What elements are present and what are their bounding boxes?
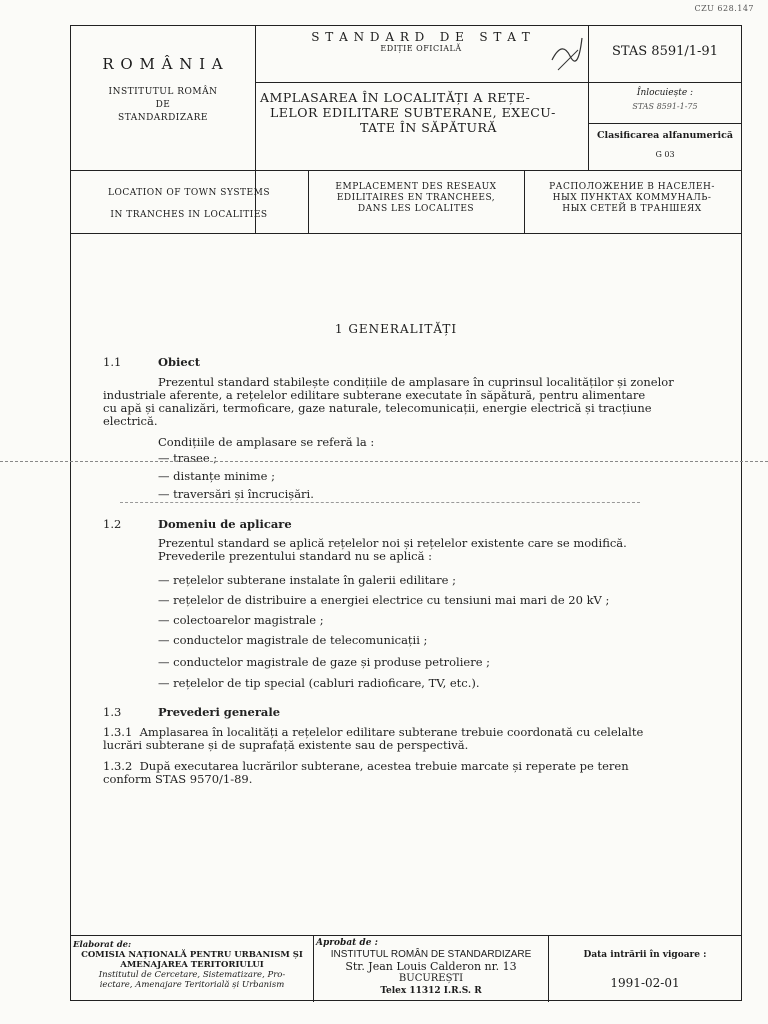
fold-line bbox=[0, 461, 768, 462]
document-code: CZU 628.147 bbox=[694, 4, 754, 13]
list-item: — distanțe minime ; bbox=[158, 469, 275, 483]
english-title: LOCATION OF TOWN SYSTEMS IN TRANCHES IN LOCALITIES bbox=[108, 188, 270, 220]
french-title: EMPLACEMENT DES RESEAUX EDILITAIRES EN TRANCHEES, DANS LES LOCALITES bbox=[335, 182, 497, 214]
conditions-intro: Condițiile de amplasare se referă la : bbox=[158, 435, 375, 449]
list-item: — rețelelor subterane instalate în galerii edilitare ; bbox=[158, 573, 456, 587]
list-item: — traversări și încrucișări. bbox=[158, 487, 314, 501]
russian-title: РАСПОЛОЖЕНИЕ В НАСЕЛЕН- НЫХ ПУНКТАХ КОММУНАЛЬ- НЫХ СЕТЕЙ В ТРАНШЕЯХ bbox=[549, 182, 715, 214]
section-1-2-heading: Domeniu de aplicare bbox=[158, 517, 292, 531]
institute-name: INSTITUTUL ROMÂN DE STANDARDIZARE bbox=[108, 87, 218, 123]
paragraph-1-3-2: 1.3.2 După executarea lucrărilor subterane, acestea trebuie marcate și reperate pe teren conform STAS 9570/1-89. bbox=[103, 759, 629, 786]
section-title: 1 GENERALITĂȚI bbox=[334, 322, 458, 336]
section-1-1-heading: Obiect bbox=[158, 355, 201, 369]
list-item: — rețelelor de distribuire a energiei electrice cu tensiuni mai mari de 20 kV ; bbox=[158, 593, 610, 607]
elaborated-by: Elaborat de: COMISIA NAȚIONALĂ PENTRU URBANISM ȘI AMENAJAREA TERITORIULUI Institutul de Cercetare, Sistematizare, Pro- iectare, Amenajare Teritorială și Urbanism bbox=[73, 940, 303, 990]
fold-line bbox=[120, 502, 640, 503]
standard-type: S T A N D A R D D E S T A T bbox=[311, 30, 531, 44]
section-1-2-paragraph: Prezentul standard se aplică rețelelor noi și rețelelor existente care se modifică. Prevederile prezentului standard nu se aplică : bbox=[158, 536, 627, 563]
replaces-value: STAS 8591-1-75 bbox=[632, 102, 698, 111]
effective-date-label: Data intrării în vigoare : bbox=[583, 950, 707, 960]
list-item: — rețelelor de tip special (cabluri radioficare, TV, etc.). bbox=[158, 676, 480, 690]
replaces-label: Înlocuiește : bbox=[636, 88, 694, 98]
edition-label: EDIȚIE OFICIALĂ bbox=[380, 44, 462, 53]
classification-value: G 03 bbox=[655, 150, 675, 159]
paragraph-1-3-1: 1.3.1 Amplasarea în localități a rețelelor edilitare subterane trebuie coordonată cu celelalte lucrări subterane și de suprafață existente sau de perspectivă. bbox=[103, 725, 644, 752]
classification-label: Clasificarea alfanumerică bbox=[596, 130, 734, 141]
signature-scribble bbox=[548, 30, 584, 76]
stas-number: STAS 8591/1-91 bbox=[612, 44, 718, 59]
section-1-1-paragraph: Prezentul standard stabilește condițiile de amplasare în cuprinsul localităților și zonelor industriale aferente, a rețelelor edilitare subterane executate în săpătură, pentru alimentare cu apă și canalizări, termoficare, gaze naturale, telecomunicații, energie electrică și tracțiune electrică. bbox=[103, 375, 674, 428]
section-1-2-number: 1.2 bbox=[103, 517, 122, 531]
effective-date: 1991-02-01 bbox=[610, 976, 680, 990]
section-1-3-number: 1.3 bbox=[103, 705, 122, 719]
document-title: AMPLASAREA ÎN LOCALITĂȚI A REȚE- LELOR EDILITARE SUBTERANE, EXECU- TATE ÎN SĂPĂTURĂ bbox=[260, 90, 556, 135]
list-item: — trasee ; bbox=[158, 451, 218, 465]
list-item: — conductelor magistrale de telecomunicații ; bbox=[158, 633, 428, 647]
country-name: R O M Â N I A bbox=[102, 55, 224, 73]
list-item: — conductelor magistrale de gaze și produse petroliere ; bbox=[158, 655, 491, 669]
section-1-3-heading: Prevederi generale bbox=[158, 705, 281, 719]
list-item: — colectoarelor magistrale ; bbox=[158, 613, 324, 627]
page-frame bbox=[70, 25, 742, 1000]
section-1-1-number: 1.1 bbox=[103, 355, 122, 369]
approved-by: Aprobat de : INSTITUTUL ROMÂN DE STANDARDIZARE Str. Jean Louis Calderon nr. 13 BUCUREȘTI Telex 11312 I.R.S. R bbox=[316, 938, 532, 996]
